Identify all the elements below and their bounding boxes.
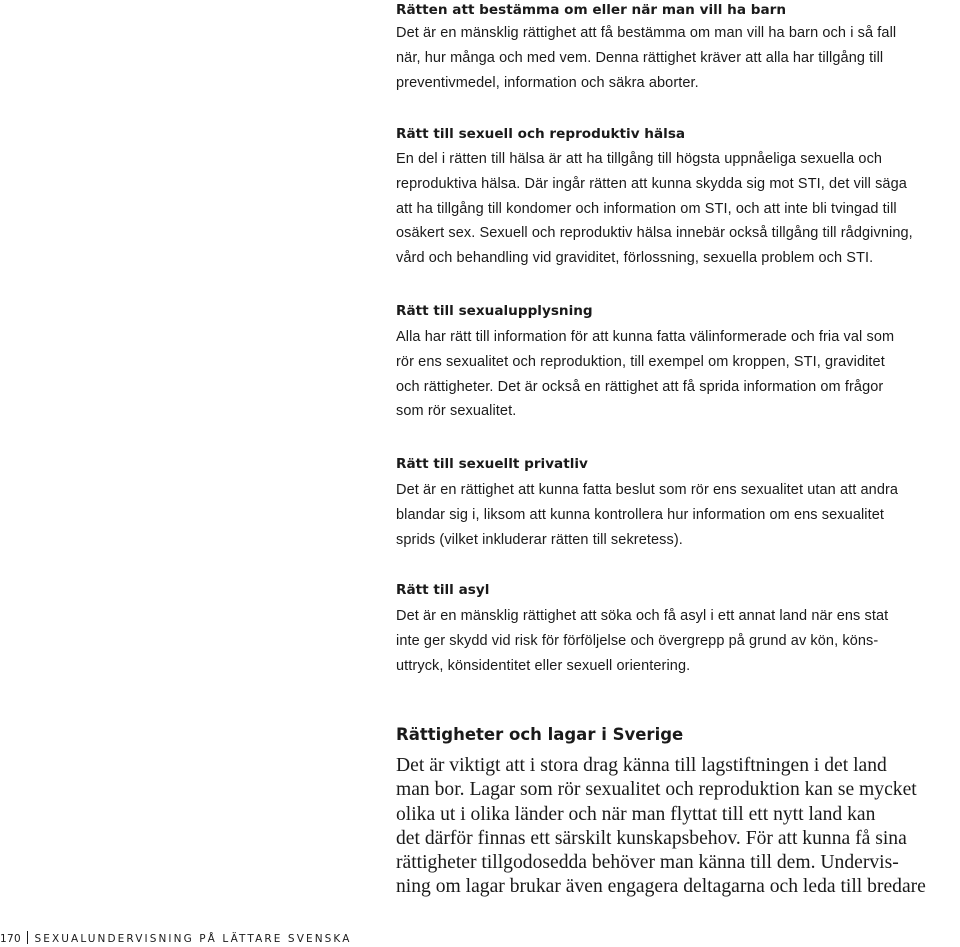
body-line: Det är en mänsklig rättighet att få bestämma om man vill ha barn och i så fall bbox=[396, 25, 897, 41]
body-line: reproduktiva hälsa. Där ingår rätten att kunna skydda sig mot STI, det vill säga bbox=[396, 175, 907, 192]
body-line: som rör sexualitet. bbox=[396, 403, 517, 420]
footer-divider bbox=[27, 931, 29, 944]
body-line: rättigheter tillgodosedda behöver man känna till dem. Undervis- bbox=[396, 852, 899, 874]
body-line: vård och behandling vid graviditet, förlossning, sexuella problem och STI. bbox=[396, 250, 874, 267]
body-line: man bor. Lagar som rör sexualitet och reproduktion kan se mycket bbox=[396, 779, 917, 801]
page-number: 170 bbox=[0, 933, 21, 945]
section-sexual-health bbox=[396, 125, 958, 271]
section-asylum bbox=[396, 581, 958, 678]
body-line: inte ger skydd vid risk för förföljelse och övergrepp på grund av kön, köns- bbox=[396, 632, 879, 649]
section-privacy bbox=[396, 455, 958, 552]
body-line: att ha tillgång till kondomer och information om STI, och att inte bli tvingad till bbox=[396, 200, 897, 217]
section-sex-education bbox=[396, 302, 958, 424]
body-line: uttryck, könsidentitet eller sexuell orientering. bbox=[396, 657, 691, 674]
section-body bbox=[396, 147, 958, 271]
body-line: Alla har rätt till information för att kunna fatta välinformerade och fria val som bbox=[396, 329, 895, 345]
body-line: och rättigheter. Det är också en rättighet att få sprida information om frågor bbox=[396, 378, 884, 395]
body-line: Det är en mänsklig rättighet att söka och få asyl i ett annat land när ens stat bbox=[396, 608, 889, 624]
section-heading: Rätt till sexualupplysning bbox=[396, 303, 593, 319]
chapter-heading: Rättigheter och lagar i Sverige bbox=[396, 725, 684, 744]
body-line: blandar sig i, liksom att kunna kontrollera hur information om ens sexualitet bbox=[396, 506, 885, 523]
body-line: ning om lagar brukar även engagera deltagarna och leda till bredare bbox=[396, 876, 926, 898]
chapter-body bbox=[396, 754, 958, 900]
section-heading: Rätt till asyl bbox=[396, 582, 490, 598]
body-line: Det är en rättighet att kunna fatta beslut som rör ens sexualitet utan att andra bbox=[396, 482, 899, 498]
running-title: SEXUALUNDERVISNING PÅ LÄTTARE SVENSKA bbox=[34, 933, 352, 945]
section-body bbox=[396, 478, 958, 552]
section-heading: Rätten att bestämma om eller när man vill ha barn bbox=[396, 2, 787, 18]
body-line: rör ens sexualitet och reproduktion, till exempel om kroppen, STI, graviditet bbox=[396, 353, 885, 370]
body-line: osäkert sex. Sexuell och reproduktiv hälsa innebär också tillgång till rådgivning, bbox=[396, 225, 913, 242]
section-heading: Rätt till sexuell och reproduktiv hälsa bbox=[396, 126, 686, 142]
section-heading: Rätt till sexuellt privatliv bbox=[396, 456, 588, 472]
body-line: sprids (vilket inkluderar rätten till sekretess). bbox=[396, 531, 683, 548]
page-footer bbox=[0, 931, 352, 947]
section-body bbox=[396, 325, 958, 424]
body-line: preventivmedel, information och säkra aborter. bbox=[396, 74, 699, 91]
body-line: olika ut i olika länder och när man flyttat till ett nytt land kan bbox=[396, 803, 876, 825]
body-line: det därför finnas ett särskilt kunskapsbehov. För att kunna få sina bbox=[396, 827, 907, 849]
body-line: när, hur många och med vem. Denna rättighet kräver att alla har tillgång till bbox=[396, 49, 884, 66]
section-body bbox=[396, 604, 958, 678]
chapter-laws-sweden bbox=[396, 724, 958, 900]
section-body bbox=[396, 21, 958, 95]
section-children-rights bbox=[396, 1, 958, 95]
body-line: Det är viktigt att i stora drag känna till lagstiftningen i det land bbox=[396, 755, 887, 776]
body-line: En del i rätten till hälsa är att ha tillgång till högsta uppnåeliga sexuella och bbox=[396, 151, 883, 167]
